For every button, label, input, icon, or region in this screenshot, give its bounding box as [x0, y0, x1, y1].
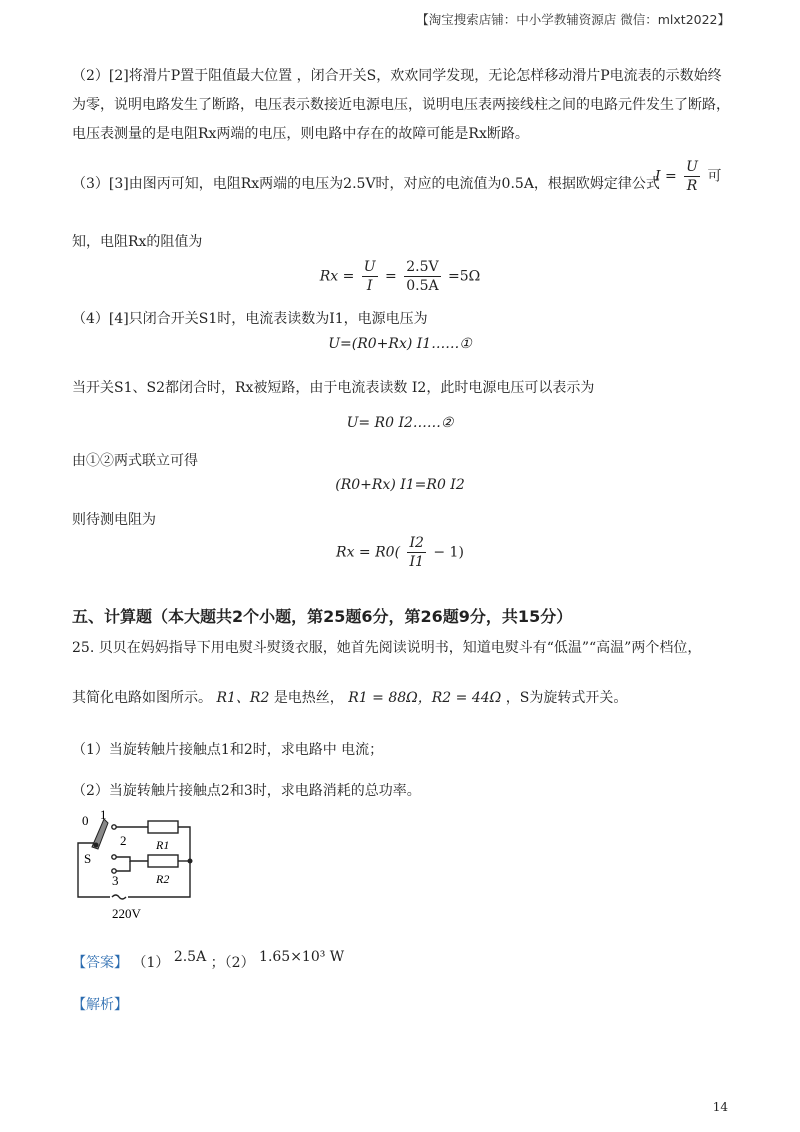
circuit-diagram: [70, 805, 210, 925]
rx-formula: Rx = $\frac{U}{I}$ = $\frac{2.5V}{0.5A}$ =5Ω: [319, 259, 481, 294]
paragraph-5: 当开关S1、S2都闭合时，Rx被短路，由于电流表读数 I2，此时电源电压可以表示为: [72, 380, 595, 396]
question-25-line-2: 其简化电路如图所示。 R1、R2 是电热丝， R1 = 88Ω，R2 = 44Ω ，S为旋转式开关。: [72, 690, 628, 706]
question-25-part-2: （2）当旋转触片接触点2和3时，求电路消耗的总功率。: [72, 783, 421, 799]
circuit-label-0: 0: [82, 813, 89, 828]
circuit-label-2: 2: [120, 833, 127, 848]
ohm-law-formula: I = $\frac{U}{R}$ 可: [655, 159, 722, 194]
analysis-tag: 【解析】: [72, 997, 128, 1013]
circuit-label-voltage: 220V: [112, 906, 141, 921]
question-25-line-1: 25. 贝贝在妈妈指导下用电熨斗熨烫衣服，她首先阅读说明书，知道电熨斗有“低温”“高温”两个档位，: [72, 640, 702, 656]
equation-3: (R0+Rx) I1=R0 I2: [335, 477, 465, 493]
circuit-label-s: S: [84, 851, 92, 866]
circuit-label-3: 3: [112, 873, 119, 888]
circuit-label-r2: R2: [156, 872, 170, 886]
paragraph-6: 由①②两式联立可得: [72, 453, 198, 469]
circuit-label-r1: R1: [156, 838, 170, 852]
page-number: 14: [712, 1100, 728, 1114]
answer-tag: 【答案】: [72, 955, 128, 971]
answer-line: 【答案】 （1） 2.5A ；（2） 1.65×10³ W: [72, 949, 345, 971]
circuit-label-1: 1: [100, 807, 107, 822]
equation-2: U= R0 I2……②: [346, 415, 454, 431]
final-formula: Rx = R0( $\frac{I2}{I1}$ − 1): [336, 535, 464, 570]
section-title: 五、计算题（本大题共2个小题，第25题6分，第26题9分，共15分）: [72, 607, 573, 626]
question-25-part-1: （1）当旋转触片接触点1和2时，求电路中 电流；: [72, 742, 384, 758]
paragraph-7: 则待测电阻为: [72, 512, 156, 528]
page-header: 【淘宝搜索店铺：中小学教辅资源店 微信：mlxt2022】: [416, 12, 730, 27]
paragraph-3b: 知，电阻Rx的阻值为: [72, 234, 203, 250]
paragraph-2: （2）[2]将滑片P置于阻值最大位置 ，闭合开关S，欢欢同学发现，无论怎样移动滑片P电流表的示数始终为零，说明电路发生了断路，电压表示数接近电源电压，说明电压表两接线柱之间的电路元件发生了断路，电压表测量的是电阻Rx两端的电压，则电路中存在的故障可能是Rx断路。: [72, 68, 730, 142]
paragraph-4: （4）[4]只闭合开关S1时，电流表读数为I1，电源电压为: [72, 311, 428, 327]
equation-1: U=(R0+Rx) I1……①: [328, 336, 472, 352]
paragraph-3a: （3）[3]由图丙可知，电阻Rx两端的电压为2.5V时，对应的电流值为0.5A，根据欧姆定律公式: [72, 176, 660, 192]
